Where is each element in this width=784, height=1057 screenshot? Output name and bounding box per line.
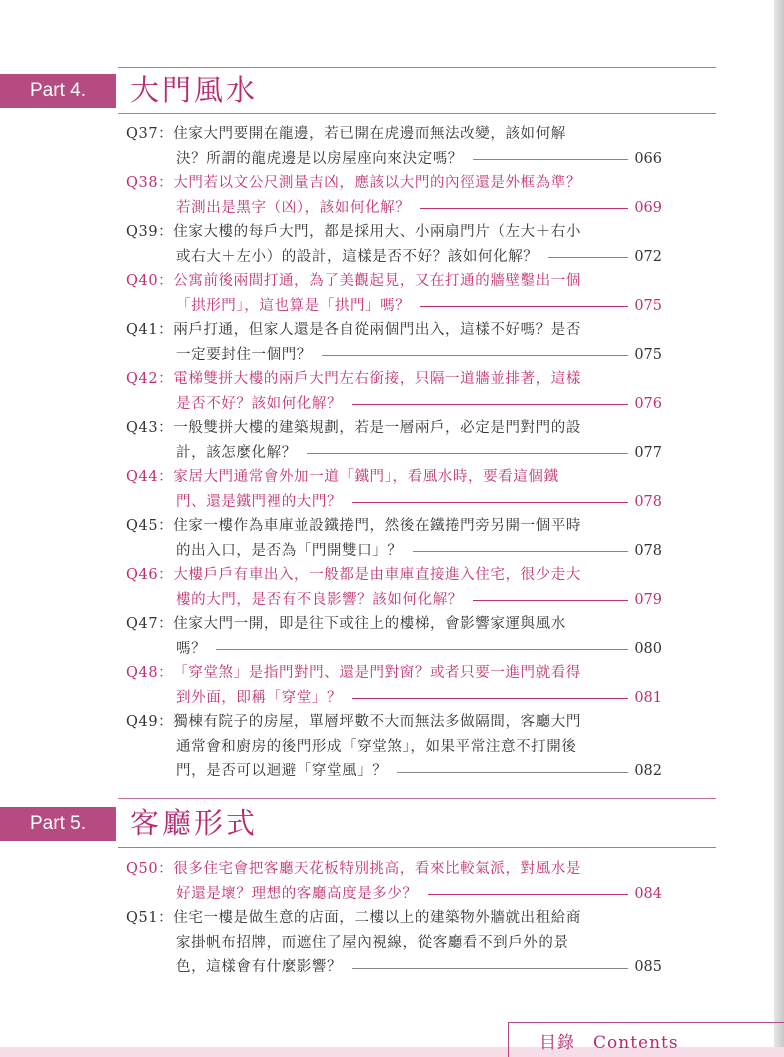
question-text: 住宅一樓是做生意的店面，二樓以上的建築物外牆就出租給商 [173,910,581,926]
toc-entry[interactable] [126,710,662,784]
toc-entry-line [126,882,662,907]
question-number: Q41： [126,322,174,338]
toc-entry-line [126,514,662,539]
page-number: 079 [634,591,662,608]
footer-box [508,1022,784,1057]
toc-entry[interactable] [126,220,662,269]
leader-line [352,968,628,969]
question-text: 計，該怎麼化解？ [176,444,297,461]
toc-entry[interactable] [126,612,662,661]
toc-entry-line [126,661,662,686]
toc-entry-line [126,147,662,172]
part4-header [0,70,784,110]
toc-entry-line [126,171,662,196]
toc-entry-line [126,416,662,441]
toc-entry-line [126,612,662,637]
toc-entry[interactable] [126,563,662,612]
question-number: Q40： [126,273,174,289]
question-text: 兩戶打通，但家人還是各自從兩個門出入，這樣不好嗎？是否 [173,322,581,338]
question-text: 家掛帆布招牌，而遮住了屋內視線，從客廳看不到戶外的景 [176,934,569,951]
page-number: 075 [634,297,662,314]
page-number: 075 [634,346,662,363]
toc-entry[interactable] [126,661,662,710]
question-number: Q39： [126,224,174,240]
page-number: 072 [634,248,662,265]
toc-entry-line [126,465,662,490]
toc-entry-line [126,563,662,588]
page-number: 085 [634,959,662,975]
question-text: 一般雙拼大樓的建築規劃，若是一層兩戶，必定是門對門的設 [173,420,581,436]
part4-top-rule [118,67,716,68]
toc-entry-line [126,269,662,294]
footer-label [539,1028,679,1053]
question-text: 住家大門一開，即是往下或往上的樓梯，會影響家運與風水 [173,616,566,632]
part4-tab: Part 4. [0,74,116,108]
question-number: Q37： [126,126,174,142]
question-text: 樓的大門，是否有不良影響？該如何化解？ [176,591,463,608]
indent [126,735,176,760]
part5-top-rule [118,798,716,799]
part4-bottom-rule [118,113,716,114]
page-edge [774,0,784,1057]
toc-entry[interactable] [126,465,662,514]
toc-entry-line [126,759,662,784]
question-text: 「拱形門」，這也算是「拱門」嗎？ [176,297,411,314]
question-number: Q47： [126,616,174,632]
part5-header [0,803,784,843]
leader-line [307,453,629,454]
toc-entry-line [126,392,662,417]
leader-line [473,159,628,160]
toc-entry-line [126,343,662,368]
question-number: Q43： [126,420,174,436]
page-number: 078 [634,542,662,559]
question-number: Q49： [126,714,174,730]
toc-entry-line [126,441,662,466]
question-text: 嗎？ [176,640,207,657]
question-text: 大樓戶戶有車出入，一般都是由車庫直接進入住宅，很少走大 [173,567,581,583]
toc-entry-line [126,245,662,270]
leader-line [322,355,628,356]
leader-line [413,551,629,552]
page-number: 080 [634,640,662,657]
footer-en: Contents [593,1033,679,1053]
question-text: 「穿堂煞」是指門對門、還是門對窗？或者只要一進門就看得 [173,665,581,681]
leader-line [397,772,628,773]
toc-entry-line [126,294,662,319]
toc-entry-line [126,857,662,882]
toc-entry[interactable] [126,416,662,465]
toc-entry-line [126,710,662,735]
question-number: Q38： [126,175,174,191]
question-text: 電梯雙拼大樓的兩戶大門左右銜接，只隔一道牆並排著，這樣 [173,371,581,387]
page-number: 078 [634,493,662,510]
part4-title: 大門風水 [130,73,259,107]
toc-entry-line [126,906,662,931]
question-text: 是否不好？該如何化解？ [176,395,343,412]
question-text: 好還是壞？理想的客廳高度是多少？ [176,885,418,902]
question-text: 很多住宅會把客廳天花板特別挑高，看來比較氣派，對風水是 [173,861,581,877]
toc-entry-line [126,588,662,613]
question-text: 住家大門要開在龍邊，若已開在虎邊而無法改變，該如何解 [173,126,566,142]
question-text: 家居大門通常會外加一道「鐵門」，看風水時，要看這個鐵 [173,469,559,485]
toc-entry-line [126,539,662,564]
question-text: 的出入口，是否為「門開雙口」？ [176,542,403,559]
toc-entry[interactable] [126,857,662,906]
toc-entry[interactable] [126,122,662,171]
toc-entry-line [126,220,662,245]
question-number: Q50： [126,861,174,877]
page-number: 066 [634,150,662,167]
toc-entry-line [126,196,662,221]
question-text: 門、還是鐵門裡的大門？ [176,493,343,510]
toc-entry-line [126,955,662,980]
part5-title: 客廳形式 [130,806,259,840]
toc-entry-line [126,490,662,515]
question-text: 一定要封住一個門？ [176,346,312,363]
toc-entry[interactable] [126,906,662,980]
toc-entry[interactable] [126,269,662,318]
toc-entry[interactable] [126,318,662,367]
toc-entry[interactable] [126,171,662,220]
question-number: Q42： [126,371,174,387]
question-text: 決？所謂的龍虎邊是以房屋座向來決定嗎？ [176,150,463,167]
footer-zh: 目錄 [539,1033,575,1053]
question-text: 門，是否可以迴避「穿堂風」？ [176,763,388,779]
question-number: Q45： [126,518,174,534]
toc-entry-line [126,735,662,760]
question-text: 大門若以文公尺測量吉凶，應該以大門的內徑還是外框為準？ [173,175,581,191]
page-number: 082 [634,763,662,779]
question-number: Q48： [126,665,174,681]
question-text: 色，這樣會有什麼影響？ [176,959,343,975]
leader-line [420,306,628,307]
leader-line [473,600,628,601]
page-number: 077 [634,444,662,461]
question-number: Q46： [126,567,174,583]
leader-line [548,257,628,258]
toc-entry-line [126,318,662,343]
indent [126,931,176,956]
question-number: Q51： [126,910,174,926]
page-number: 069 [634,199,662,216]
page-number: 076 [634,395,662,412]
question-number: Q44： [126,469,174,485]
page-number: 084 [634,885,662,902]
part5-bottom-rule [118,847,716,848]
toc-entry-line [126,122,662,147]
question-text: 若測出是黑字（凶），該如何化解？ [176,199,411,216]
question-text: 到外面，即稱「穿堂」？ [176,689,343,706]
toc-entry[interactable] [126,367,662,416]
page-number: 081 [634,689,662,706]
leader-line [216,649,628,650]
part5-tab: Part 5. [0,807,116,841]
toc-entry-line [126,637,662,662]
question-text: 公寓前後兩間打通，為了美觀起見，又在打通的牆壁鑿出一個 [173,273,581,289]
toc-entry-line [126,931,662,956]
question-text: 住家大樓的每戶大門，都是採用大、小兩扇門片（左大＋右小 [173,224,581,240]
leader-line [420,208,628,209]
toc-entry[interactable] [126,514,662,563]
leader-line [352,698,628,699]
question-text: 獨棟有院子的房屋，單層坪數不大而無法多做隔間，客廳大門 [173,714,581,730]
toc-entry-line [126,367,662,392]
toc-entry-line [126,686,662,711]
question-text: 住家一樓作為車庫並設鐵捲門，然後在鐵捲門旁另開一個平時 [173,518,581,534]
leader-line [428,894,629,895]
question-text: 或右大＋左小）的設計，這樣是否不好？該如何化解？ [176,248,539,265]
leader-line [352,404,628,405]
leader-line [352,502,628,503]
question-text: 通常會和廚房的後門形成「穿堂煞」，如果平常注意不打開後 [176,738,577,755]
